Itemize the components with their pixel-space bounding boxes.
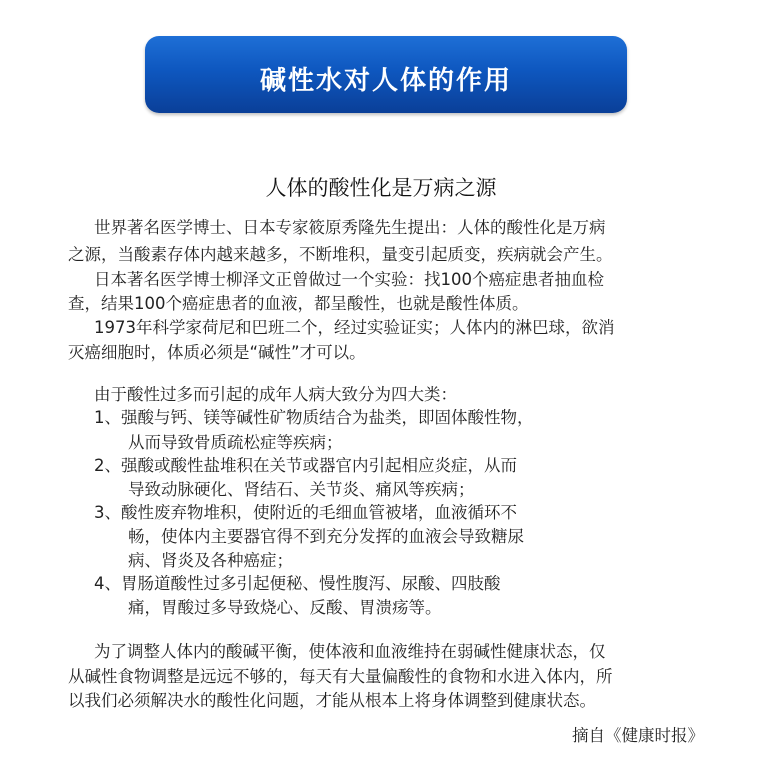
list-item-4-line-1: 4、胃肠道酸性过多引起便秘、慢性腹泻、尿酸、四肢酸 [94,574,501,593]
list-item-1-line-1: 1、强酸与钙、镁等碱性矿物质结合为盐类，即固体酸性物， [94,408,534,427]
list-item-1-line-2: 从而导致骨质疏松症等疾病； [128,433,343,452]
conclusion-line-1: 为了调整人体内的酸碱平衡，使体液和血液维持在弱碱性健康状态，仅 [94,642,606,661]
list-item-2-line-1: 2、强酸或酸性盐堆积在关节或器官内引起相应炎症，从而 [94,456,517,475]
paragraph-2-line-1: 日本著名医学博士柳泽文正曾做过一个实验：找100个癌症患者抽血检 [94,270,604,289]
banner-title: 碱性水对人体的作用 [259,66,512,96]
list-item-4-line-2: 痛，胃酸过多导致烧心、反酸、胃溃疡等。 [128,598,442,617]
list-item-2-line-2: 导致动脉硬化、肾结石、关节炎、痛风等疾病； [128,480,475,499]
list-item-3-line-3: 病、肾炎及各种癌症； [128,551,293,570]
list-item-3-line-1: 3、酸性废弃物堆积，使附近的毛细血管被堵，血液循环不 [94,503,517,522]
conclusion-line-2: 从碱性食物调整是远远不够的，每天有大量偏酸性的食物和水进入体内，所 [68,667,613,686]
paragraph-3-line-1: 1973年科学家荷尼和巴班二个，经过实验证实；人体内的淋巴球，欲消 [94,318,615,337]
conclusion-line-3: 以我们必须解决水的酸性化问题，才能从根本上将身体调整到健康状态。 [68,691,596,710]
paragraph-2-line-2: 查，结果100个癌症患者的血液，都呈酸性，也就是酸性体质。 [68,294,529,313]
list-intro: 由于酸性过多而引起的成年人病大致分为四大类： [94,385,457,404]
source-citation: 摘自《健康时报》 [572,726,704,745]
paragraph-1-line-1: 世界著名医学博士、日本专家筱原秀隆先生提出：人体的酸性化是万病 [94,218,606,237]
list-item-3-line-2: 畅，使体内主要器官得不到充分发挥的血液会导致糖尿 [128,527,524,546]
paragraph-3-line-2: 灭癌细胞时，体质必须是“碱性”才可以。 [68,343,366,362]
title-banner [145,36,627,113]
article-subtitle: 人体的酸性化是万病之源 [265,176,497,200]
paragraph-1-line-2: 之源，当酸素存体内越来越多，不断堆积，量变引起质变，疾病就会产生。 [68,245,613,264]
